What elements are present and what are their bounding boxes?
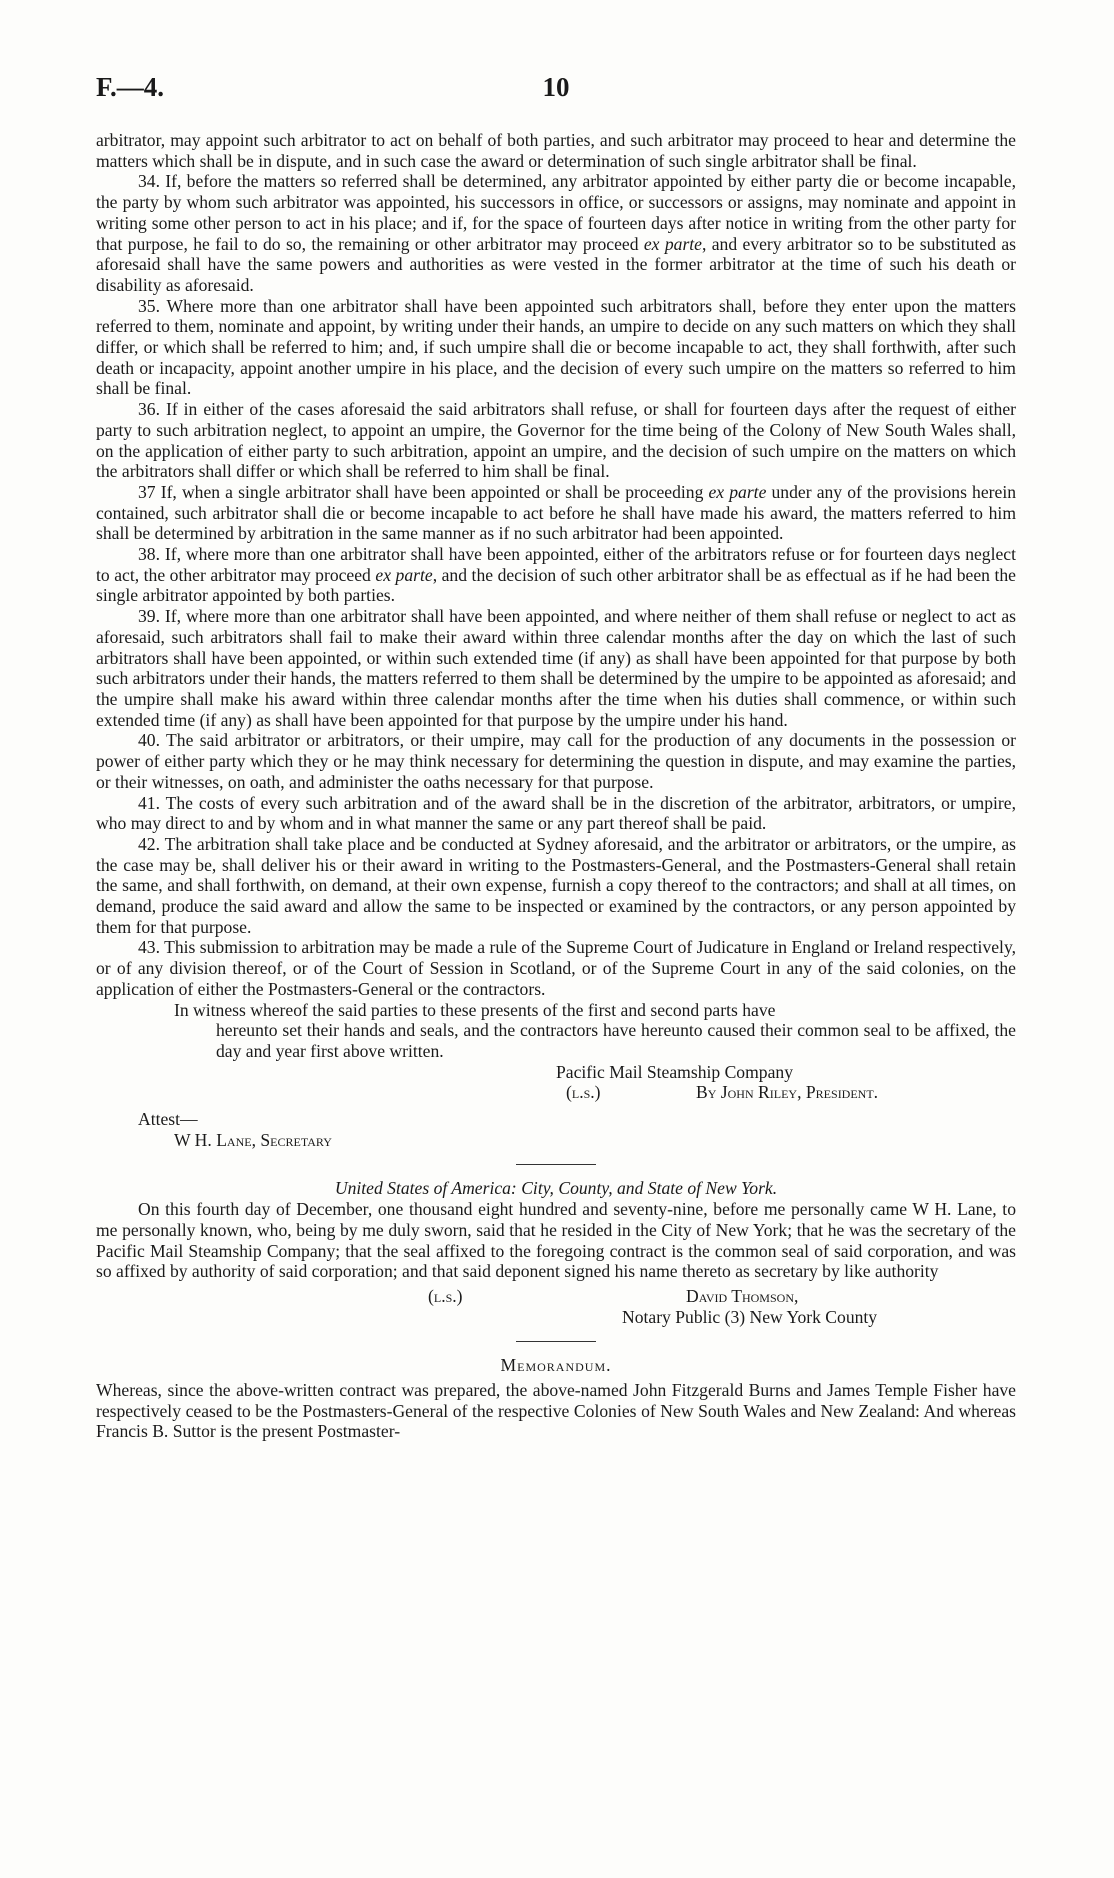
witness-first-line: In witness whereof the said parties to these presents of the first and second parts have	[174, 999, 776, 1020]
page-header	[96, 72, 1016, 108]
affidavit-paragraph: On this fourth day of December, one thousand eight hundred and seventy-nine, before me personally came W H. Lane, to me personally known, who, being by me duly sworn, said that he resided in the City of New York; that he was the secretary of the Pacific Mail Steamship Company; that the seal affixed to the foregoing contract is the common seal of said corporation, and was so affixed by authority of said corporation; and that said deponent signed his name thereto as secretary by like authority	[96, 1199, 1016, 1282]
clause-42: 42. The arbitration shall take place and be conducted at Sydney aforesaid, and the arbitrator or arbitrators, or the umpire, as the case may be, shall deliver his or their award in writing to the Postmasters-General, and the Postmasters-General shall retain the same, and shall forthwith, on demand, at their own expense, furnish a copy thereof to the contractors; and shall at all times, on demand, produce the said award and allow the same to be inspected or examined by the contractors, or any person appointed by them for that purpose.	[96, 833, 1016, 937]
clause-34-italic: ex parte	[643, 233, 702, 254]
clause-40: 40. The said arbitrator or arbitrators, or their umpire, may call for the production of any documents in the possession or power of either party which they or he may think necessary for determining the question in dispute, and may examine the parties, or their witnesses, on oath, and administer the oaths necessary for that purpose.	[96, 730, 1016, 792]
clause-37-end: under any of the provisions herein contained, such arbitrator shall die or become incapable to act before he shall have made his award, the matters referred to him shall be determined by arbitration in the same manner as if no such arbitrator had been appointed.	[96, 481, 1017, 544]
venue-line: United States of America: City, County, and State of New York.	[334, 1178, 778, 1199]
attest-witness-line	[96, 1130, 1016, 1151]
witness-clause	[174, 1000, 1016, 1062]
witness-rest: hereunto set their hands and seals, and the contractors have hereunto caused their common seal to be affixed, the day and year first above written.	[216, 1020, 1016, 1061]
clause-43: 43. This submission to arbitration may be made a rule of the Supreme Court of Judicature in England or Ireland respectively, or of any division thereof, or of the Court of Session in Scotland, or of the Supreme Court in any of the said colonies, on the application of either the Postmasters-General or the contractors.	[96, 937, 1016, 999]
clause-37	[96, 482, 1016, 544]
notary-seal: (l.s.)	[428, 1285, 463, 1306]
clause-37-text: 37 If, when a single arbitrator shall have been appointed or shall be proceeding	[138, 481, 709, 502]
document-code: F.—4.	[96, 72, 165, 102]
attest-line	[96, 1109, 1016, 1130]
clause-41: 41. The costs of every such arbitration and of the award shall be in the discretion of the arbitrator, arbitrators, or umpire, who may direct to and by whom and in what manner the same or any part thereof shall be paid.	[96, 792, 1016, 834]
memorandum-text: Whereas, since the above-written contract was prepared, the above-named John Fitzgerald Burns and James Temple Fisher have respectively ceased to be the Postmasters-General of the respective Colonies of New South Wales and New Zealand: And whereas Francis B. Suttor is the present Postmaster-	[96, 1379, 1016, 1442]
signatory: By John Riley, President.	[696, 1082, 879, 1103]
memorandum-title: Memorandum.	[500, 1355, 612, 1376]
clause-34-text: 34. If, before the matters so referred shall be determined, any arbitrator appointed by either party die or become incapable, the party by whom such arbitrator was appointed, his successors in office, or successors or assigns, may nominate and appoint in writing some other person to act in his place; and if, for the space of fourteen days after notice in writing from the other party for that purpose, he fail to do so, the remaining or other arbitrator may proceed	[96, 171, 1016, 254]
clause-37-italic: ex parte	[708, 481, 767, 502]
paragraph-continued: arbitrator, may appoint such arbitrator to act on behalf of both parties, and such arbitrator may proceed to hear and determine the matters which shall be in dispute, and in such case the award or determination of such single arbitrator shall be final.	[96, 130, 1016, 171]
clause-38-italic: ex parte	[375, 564, 433, 585]
clause-38-end: , and the decision of such other arbitrator shall be as effectual as if he had been the single arbitrator appointed by both parties.	[96, 564, 1016, 606]
attest-witness: W H. Lane, Secretary	[174, 1129, 332, 1150]
company-line	[96, 1062, 1016, 1083]
notary-line	[96, 1286, 1016, 1307]
notary-title: Notary Public (3) New York County	[622, 1306, 878, 1327]
page-number: 10	[542, 72, 570, 102]
clause-38-text: 38. If, where more than one arbitrator shall have been appointed, either of the arbitrators refuse or for fourteen days neglect to act, the other arbitrator may proceed	[96, 544, 1016, 585]
signatory-line	[96, 1082, 1016, 1103]
section-divider	[516, 1164, 596, 1165]
clause-34	[96, 171, 1016, 295]
clause-36: 36. If in either of the cases aforesaid the said arbitrators shall refuse, or shall for fourteen days after the request of either party to such arbitration neglect, to appoint an umpire, the Governor for the time being of the Colony of New South Wales shall, on the application of either party to such arbitration, appoint an umpire, and the decision of such umpire on the matters on which the arbitrators shall differ or which shall be referred to him shall be final.	[96, 399, 1016, 482]
notary-title-line	[96, 1307, 1016, 1328]
company-seal: (l.s.)	[566, 1082, 601, 1103]
clause-39: 39. If, where more than one arbitrator shall have been appointed, and where neither of them shall refuse or neglect to act as aforesaid, such arbitrators shall fail to make their award within three calendar months after the day on which the last of such arbitrators shall have been appointed, or within such extended time (if any) as shall have been appointed for that purpose by both such arbitrators under their hands, the matters referred to them shall be determined by the umpire to be appointed as aforesaid; and the umpire shall make his award within three calendar months after the time when his duties shall commence, or within such extended time (if any) as shall have been appointed for that purpose by the umpire under his hand.	[96, 606, 1016, 730]
clause-38	[96, 544, 1016, 606]
notary-name: David Thomson,	[686, 1285, 799, 1306]
document-body	[96, 130, 1016, 1442]
clause-35: 35. Where more than one arbitrator shall have been appointed such arbitrators shall, before they enter upon the matters referred to them, nominate and appoint, by writing under their hands, an umpire to decide on any such matters on which they shall differ, or which shall be referred to him; and, if such umpire shall die or become incapable to act, they shall forthwith, after such death or incapacity, appoint another umpire in his place, and the decision of every such umpire on the matters so referred to him shall be final.	[96, 295, 1016, 399]
attest-label: Attest—	[138, 1109, 198, 1130]
memo-divider	[516, 1341, 596, 1342]
clause-34-end: , and every arbitrator so to be substituted as aforesaid shall have the same powers and authorities as were vested in the former arbitrator at the time of such his death or disability as aforesaid.	[96, 233, 1016, 295]
company-name: Pacific Mail Steamship Company	[556, 1061, 793, 1082]
